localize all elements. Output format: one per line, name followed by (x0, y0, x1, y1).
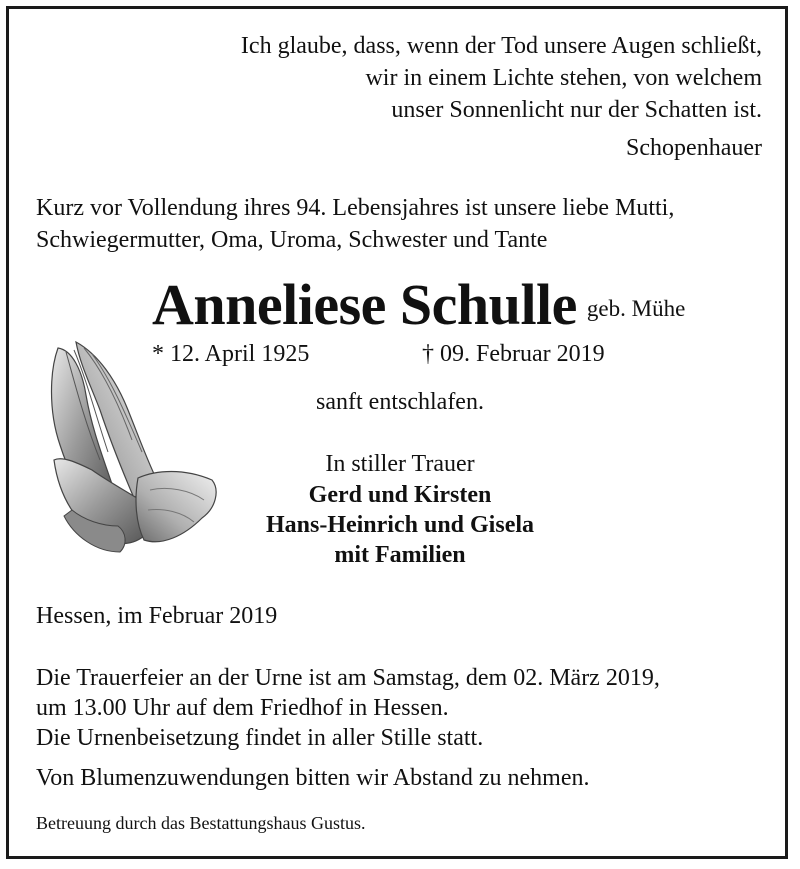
ceremony-line-3: Die Urnenbeisetzung findet in aller Stille statt. (36, 725, 484, 751)
flowers-note: Von Blumenzuwendungen bitten wir Abstand zu nehmen. (36, 765, 590, 791)
passing-text: sanft entschlafen. (316, 389, 484, 415)
mourner-name: Gerd und Kirsten (308, 482, 492, 508)
place-date: Hessen, im Februar 2019 (36, 603, 278, 629)
quote-line-1: Ich glaube, dass, wenn der Tod unsere Augen schließt, (240, 33, 762, 59)
mourners-heading: In stiller Trauer (325, 451, 475, 477)
mourner-name: Hans-Heinrich und Gisela (265, 512, 535, 538)
ceremony-line-1: Die Trauerfeier an der Urne ist am Samstag, dem 02. März 2019, (36, 665, 660, 691)
quote-line-3: unser Sonnenlicht nur der Schatten ist. (391, 97, 762, 123)
deceased-name: Anneliese Schulle (152, 272, 577, 337)
quote-author: Schopenhauer (626, 135, 762, 161)
ceremony-line-2: um 13.00 Uhr auf dem Friedhof in Hessen. (36, 695, 449, 721)
intro-line-2: Schwiegermutter, Oma, Uroma, Schwester und Tante (36, 227, 548, 253)
quote-line-2: wir in einem Lichte stehen, von welchem (365, 65, 762, 91)
birth-date: * 12. April 1925 (152, 341, 310, 367)
death-date: † 09. Februar 2019 (422, 341, 605, 367)
deceased-name-block (152, 272, 685, 338)
deceased-born-name: geb. Mühe (586, 296, 686, 321)
intro-line-1: Kurz vor Vollendung ihres 94. Lebensjahres ist unsere liebe Mutti, (36, 195, 675, 221)
funeral-home: Betreuung durch das Bestattungshaus Gustus. (36, 813, 366, 833)
mourner-name: mit Familien (334, 542, 466, 568)
